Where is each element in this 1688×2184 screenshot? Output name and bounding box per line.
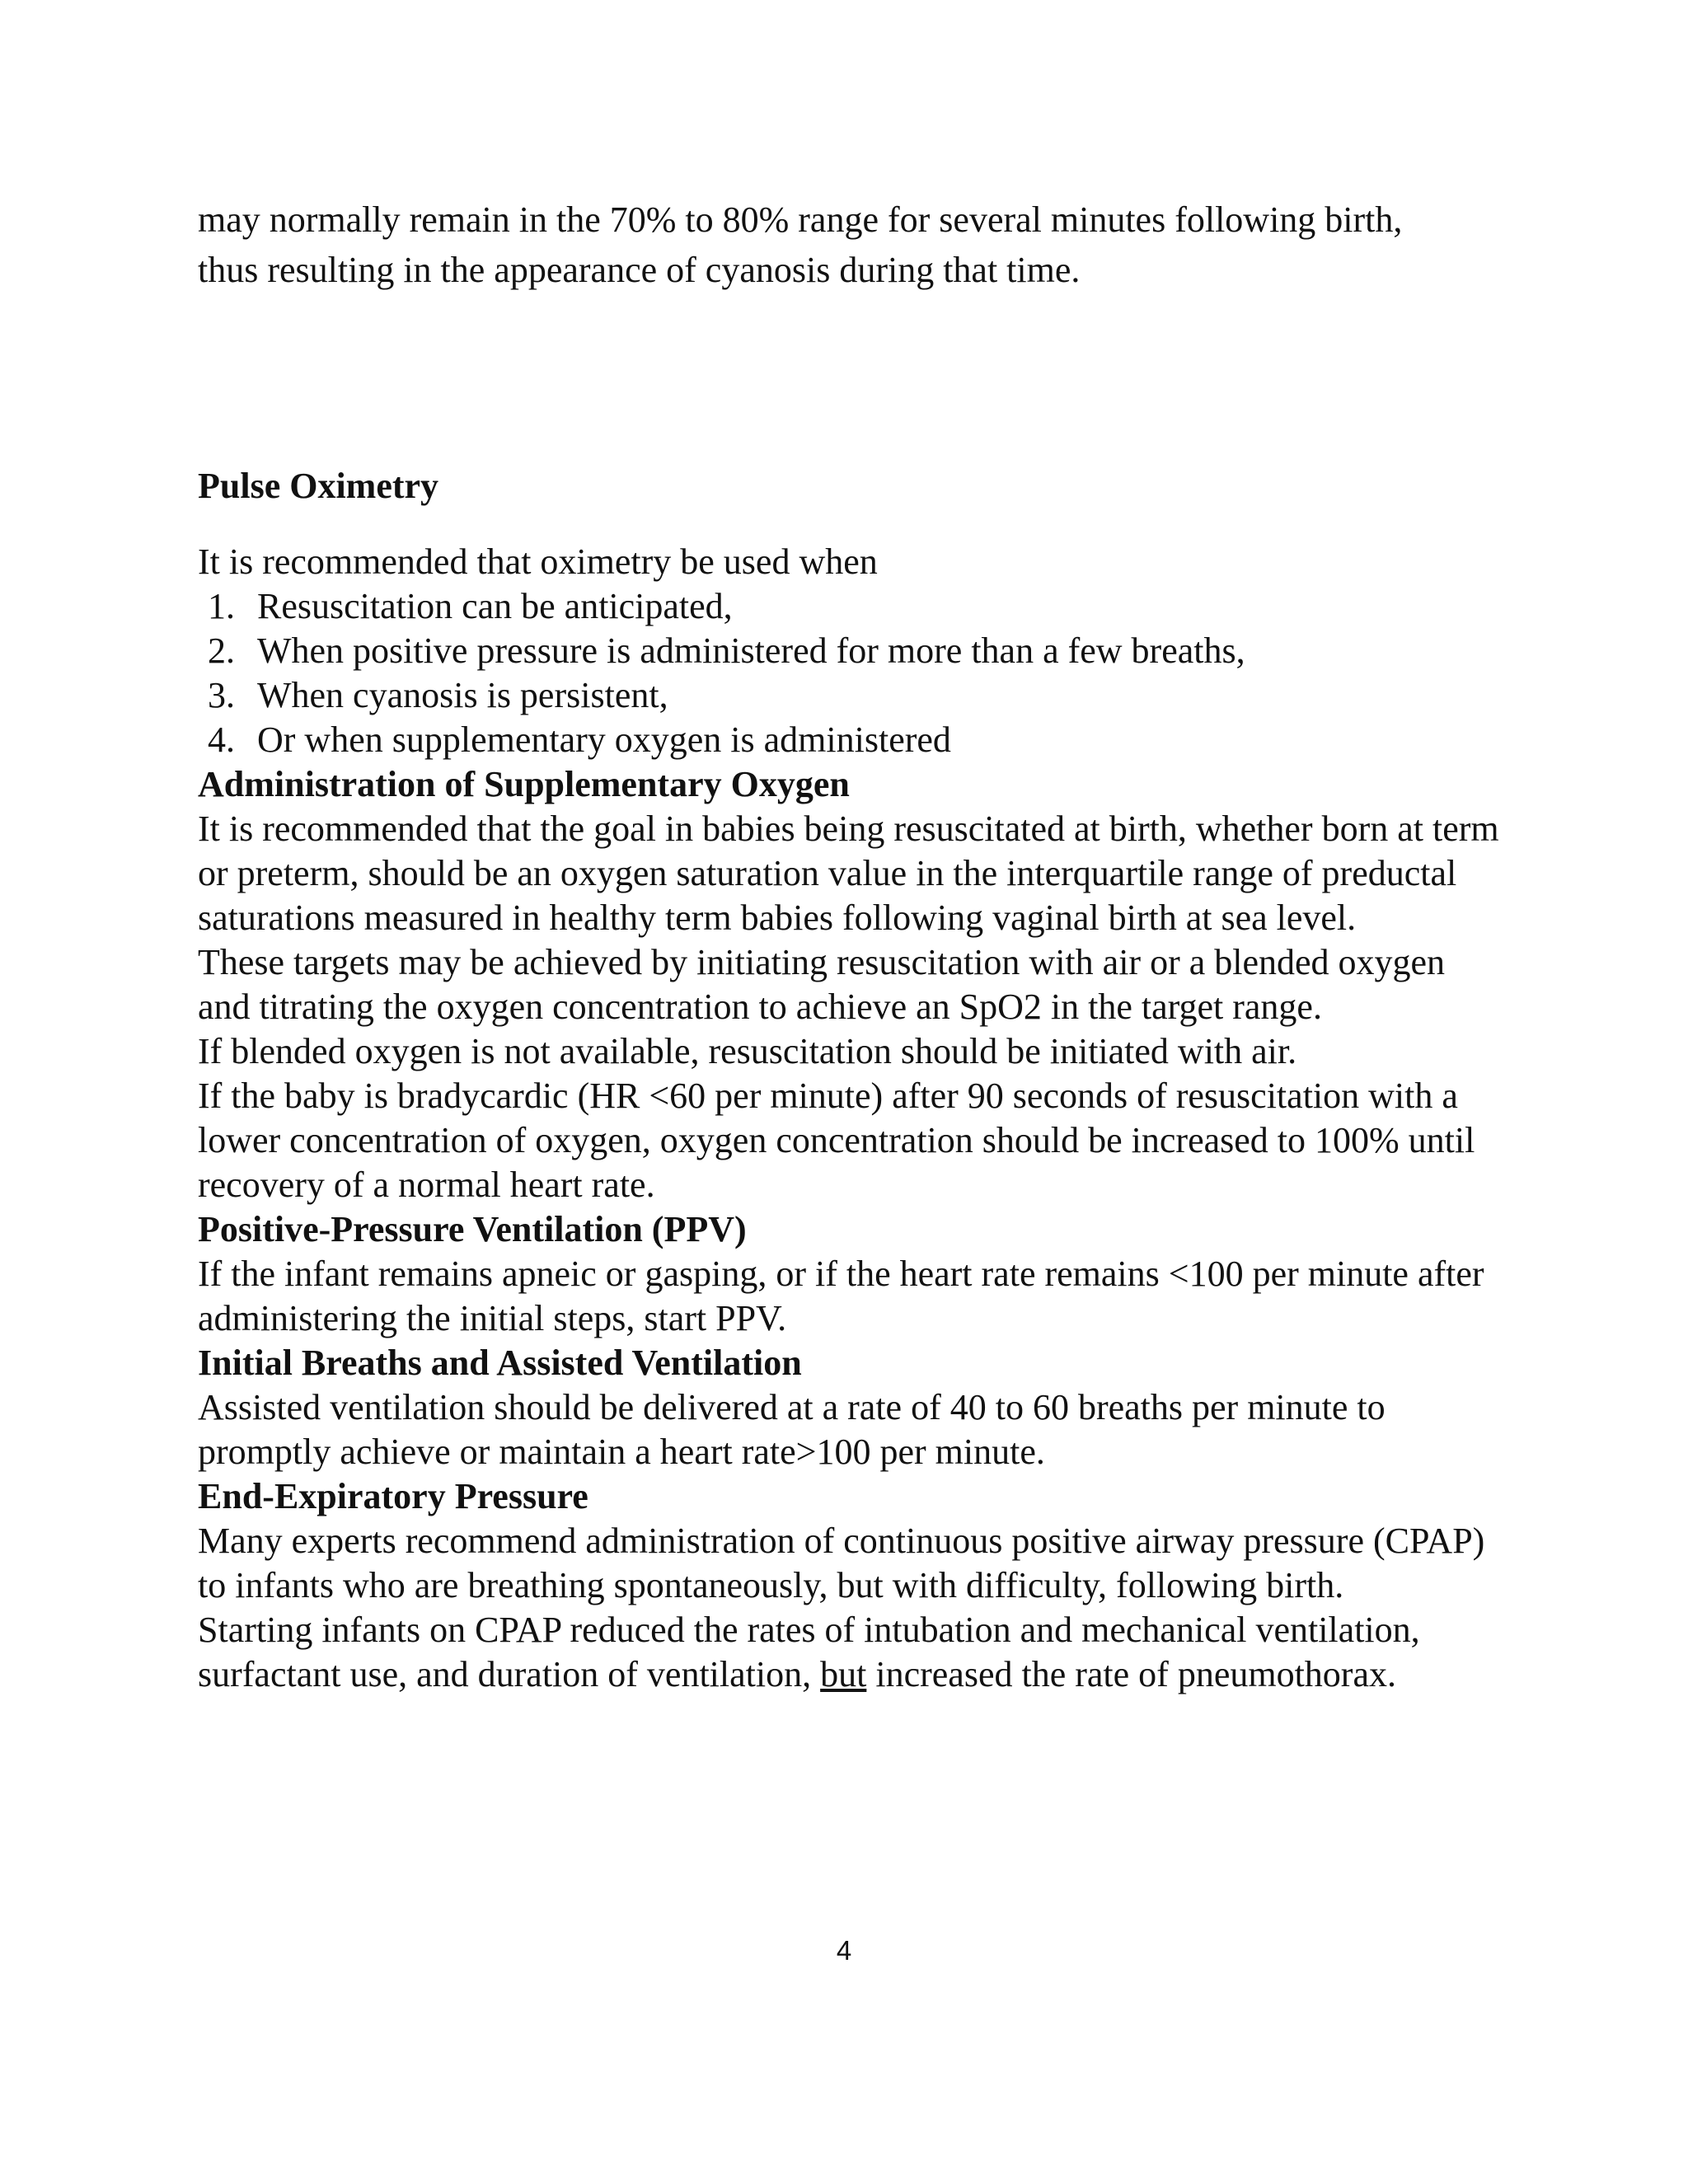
- intro-line-1: may normally remain in the 70% to 80% range for several minutes following birth,: [198, 199, 1403, 240]
- pulse-oximetry-lead: It is recommended that oximetry be used when: [198, 541, 878, 582]
- list-item-number: 2.: [208, 630, 235, 671]
- list-item: [198, 718, 1500, 762]
- supplementary-oxygen-paragraph-2: These targets may be achieved by initiating resuscitation with air or a blended oxygen and titrating the oxygen concentration to achieve an SpO2 in the target range.: [198, 942, 1446, 1027]
- heading-ppv: Positive-Pressure Ventilation (PPV): [198, 1209, 747, 1249]
- list-item-text: When positive pressure is administered for more than a few breaths,: [257, 630, 1245, 671]
- list-item: [198, 584, 1500, 629]
- ppv-paragraph: If the infant remains apneic or gasping, or if the heart rate remains <100 per minute after administering the initial steps, start PPV.: [198, 1254, 1484, 1338]
- end-expiratory-paragraph-1: Many experts recommend administration of continuous positive airway pressure (CPAP) to infants who are breathing spontaneously, but with difficulty, following birth.: [198, 1521, 1485, 1605]
- heading-end-expiratory-pressure: End-Expiratory Pressure: [198, 1476, 588, 1516]
- list-item-number: 1.: [208, 586, 235, 626]
- intro-line-2: thus resulting in the appearance of cyanosis during that time.: [198, 250, 1081, 290]
- paragraph-text-before: Starting infants on CPAP reduced the rates of intubation and mechanical ventilation, surfactant use, and duration of ventilation,: [198, 1610, 1420, 1694]
- supplementary-oxygen-paragraph-1: It is recommended that the goal in babies being resuscitated at birth, whether born at term or preterm, should be an oxygen saturation value in the interquartile range of preductal saturations measured in healthy term babies following vaginal birth at sea level.: [198, 808, 1499, 938]
- list-item-number: 3.: [208, 675, 235, 715]
- initial-breaths-paragraph: Assisted ventilation should be delivered at a rate of 40 to 60 breaths per minute to promptly achieve or maintain a heart rate>100 per minute.: [198, 1387, 1386, 1472]
- oximetry-recommendation-list: [198, 584, 1500, 762]
- list-item: [198, 629, 1500, 673]
- supplementary-oxygen-paragraph-3: If blended oxygen is not available, resuscitation should be initiated with air.: [198, 1031, 1297, 1071]
- heading-initial-breaths: Initial Breaths and Assisted Ventilation: [198, 1343, 802, 1383]
- supplementary-oxygen-paragraph-4: If the baby is bradycardic (HR <60 per minute) after 90 seconds of resuscitation with a lower concentration of oxygen, oxygen concentration should be increased to 100% until recovery of a normal heart rate.: [198, 1076, 1475, 1205]
- paragraph-text-after: increased the rate of pneumothorax.: [866, 1654, 1396, 1694]
- list-item-text: Or when supplementary oxygen is administered: [257, 719, 951, 760]
- list-item: [198, 673, 1500, 718]
- page-number: 4: [836, 1935, 852, 1966]
- page-content: [198, 194, 1500, 1697]
- end-expiratory-paragraph-2: [198, 1608, 1500, 1697]
- list-item-text: When cyanosis is persistent,: [257, 675, 668, 715]
- heading-supplementary-oxygen: Administration of Supplementary Oxygen: [198, 764, 850, 804]
- heading-pulse-oximetry: Pulse Oximetry: [198, 466, 439, 506]
- underlined-word: but: [820, 1654, 867, 1694]
- list-item-number: 4.: [208, 719, 235, 760]
- list-item-text: Resuscitation can be anticipated,: [257, 586, 733, 626]
- intro-paragraph: [198, 194, 1500, 295]
